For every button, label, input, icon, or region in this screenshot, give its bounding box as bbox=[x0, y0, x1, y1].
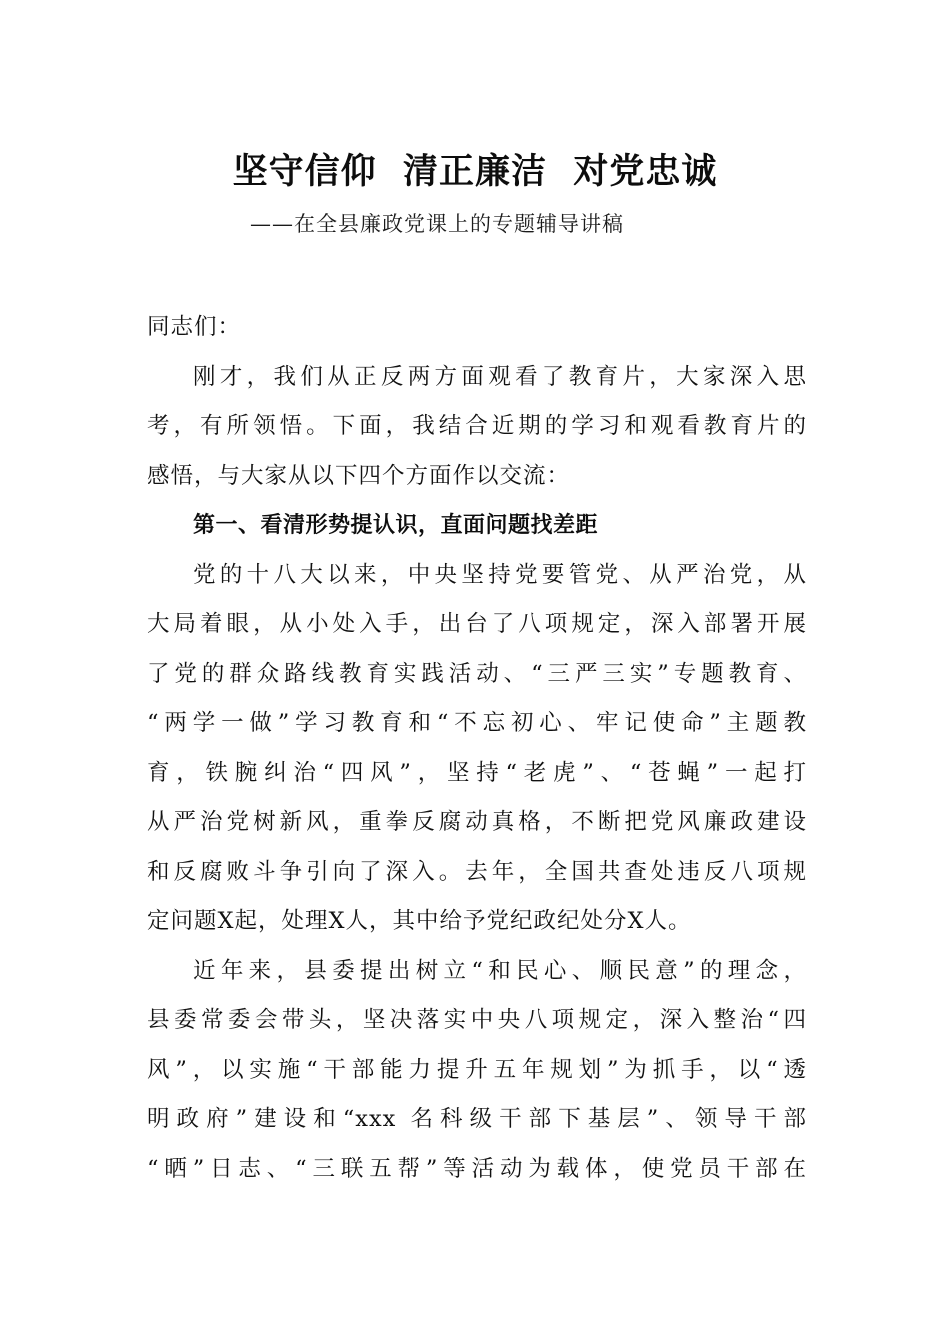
paragraph-line: 育，铁腕纠治“四风”，坚持“老虎”、“苍蝇”一起打 bbox=[147, 759, 807, 786]
paragraph-line: 明政府”建设和“xxx 名科级干部下基层”、领导干部 bbox=[147, 1106, 807, 1132]
paragraph-line: 考，有所领悟。下面，我结合近期的学习和观看教育片的 bbox=[147, 413, 807, 439]
document-body bbox=[147, 303, 807, 1194]
paragraph-line: 了党的群众路线教育实践活动、“三严三实”专题教育、 bbox=[147, 660, 807, 687]
document-subtitle: ——在全县廉政党课上的专题辅导讲稿 bbox=[250, 212, 624, 236]
paragraph-line: 从严治党树新风，重拳反腐动真格，不断把党风廉政建设 bbox=[147, 809, 807, 835]
paragraph-line: 党的十八大以来，中央坚持党要管党、从严治党，从 bbox=[193, 561, 807, 588]
paragraph-line: 定问题X起，处理X人，其中给予党纪政纪处分X人。 bbox=[147, 908, 692, 934]
paragraph-line: “晒”日志、“三联五帮”等活动为载体，使党员干部在 bbox=[147, 1155, 807, 1182]
paragraph-line: 和反腐败斗争引向了深入。去年，全国共查处违反八项规 bbox=[147, 858, 807, 885]
paragraph-line: 近年来，县委提出树立“和民心、顺民意”的理念， bbox=[193, 957, 807, 984]
paragraph-line: 大局着眼，从小处入手，出台了八项规定，深入部署开展 bbox=[147, 611, 807, 637]
salutation: 同志们： bbox=[147, 314, 242, 340]
paragraph-line: 感悟，与大家从以下四个方面作以交流： bbox=[147, 462, 571, 489]
paragraph-line: 刚才，我们从正反两方面观看了教育片，大家深入思 bbox=[193, 363, 807, 390]
paragraph-line: “两学一做”学习教育和“不忘初心、牢记使命”主题教 bbox=[147, 710, 807, 736]
paragraph-line: 风”，以实施“干部能力提升五年规划”为抓手，以“透 bbox=[147, 1056, 807, 1083]
paragraph-line: 县委常委会带头，坚决落实中央八项规定，深入整治“四 bbox=[147, 1007, 807, 1033]
document-title: 坚守信仰 清正廉洁 对党忠诚 bbox=[232, 152, 718, 192]
section-heading: 第一、看清形势提认识，直面问题找差距 bbox=[193, 513, 599, 538]
